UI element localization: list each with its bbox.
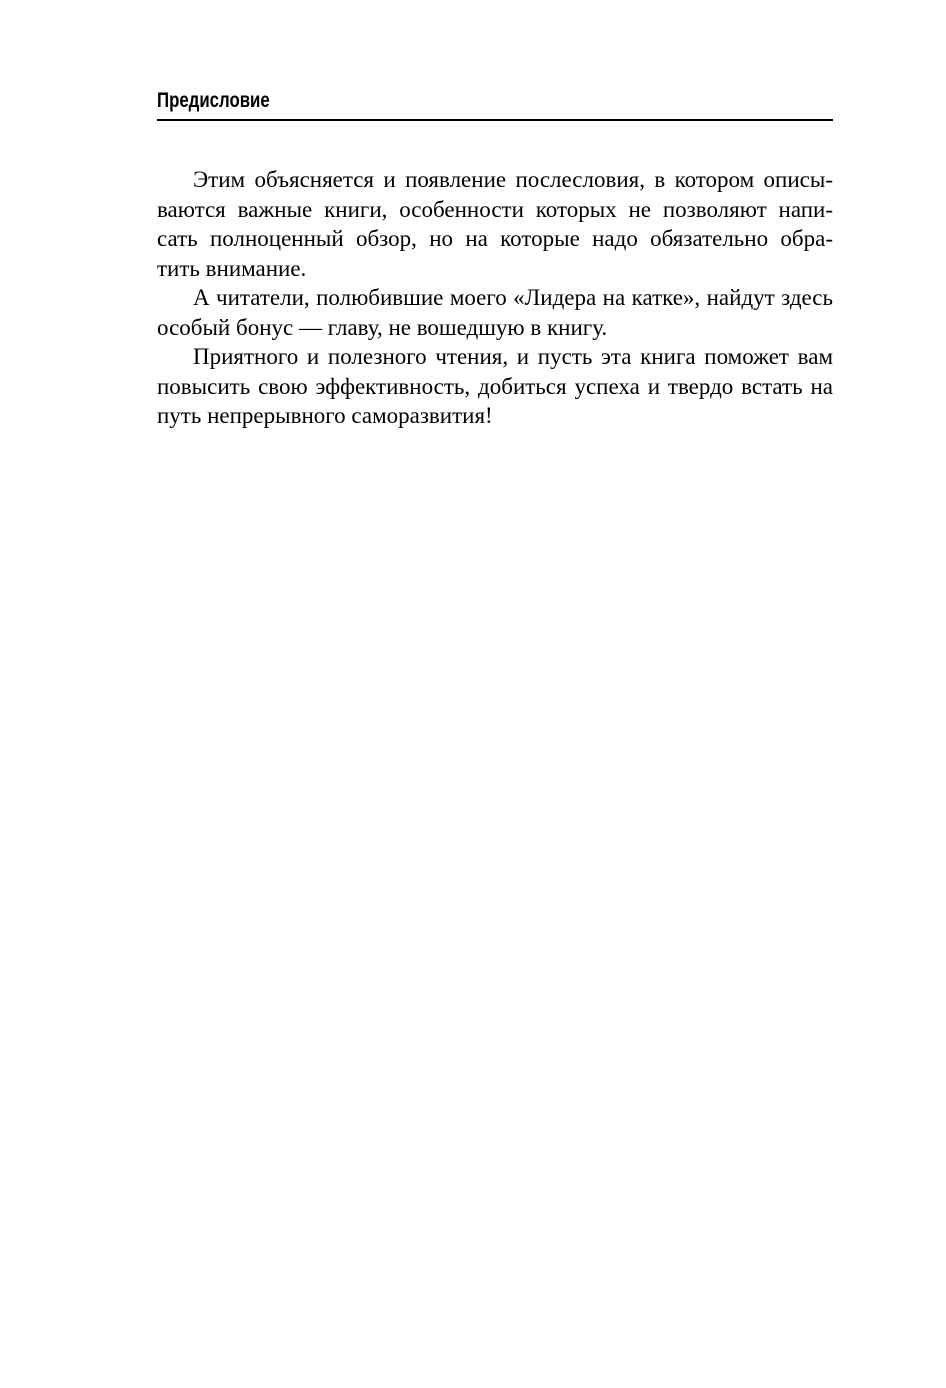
text-line: сать полноценный обзор, но на которые надо обязательно обра-: [157, 226, 833, 251]
header-rule: [157, 119, 833, 121]
text-line: тить внимание.: [157, 255, 307, 281]
text-line: А читатели, полюбившие моего «Лидера на катке», найдут здесь: [193, 285, 833, 310]
text-line: повысить свою эффективность, добиться успеха и твердо встать на: [157, 373, 833, 399]
text-column: [157, 0, 833, 431]
chapter-title: Предисловие: [157, 89, 270, 112]
text-line: путь непрерывного саморазвития!: [157, 403, 493, 428]
body-text: [157, 165, 833, 431]
text-line: Этим объясняется и появление послесловия, в котором описы-: [193, 167, 833, 192]
text-line: Приятного и полезного чтения, и пусть эта книга поможет вам: [193, 344, 833, 369]
running-header: [157, 0, 833, 112]
text-line: особый бонус — главу, не вошедшую в книгу.: [157, 314, 608, 340]
text-line: ваются важные книги, особенности которых не позволяют напи-: [157, 196, 833, 222]
